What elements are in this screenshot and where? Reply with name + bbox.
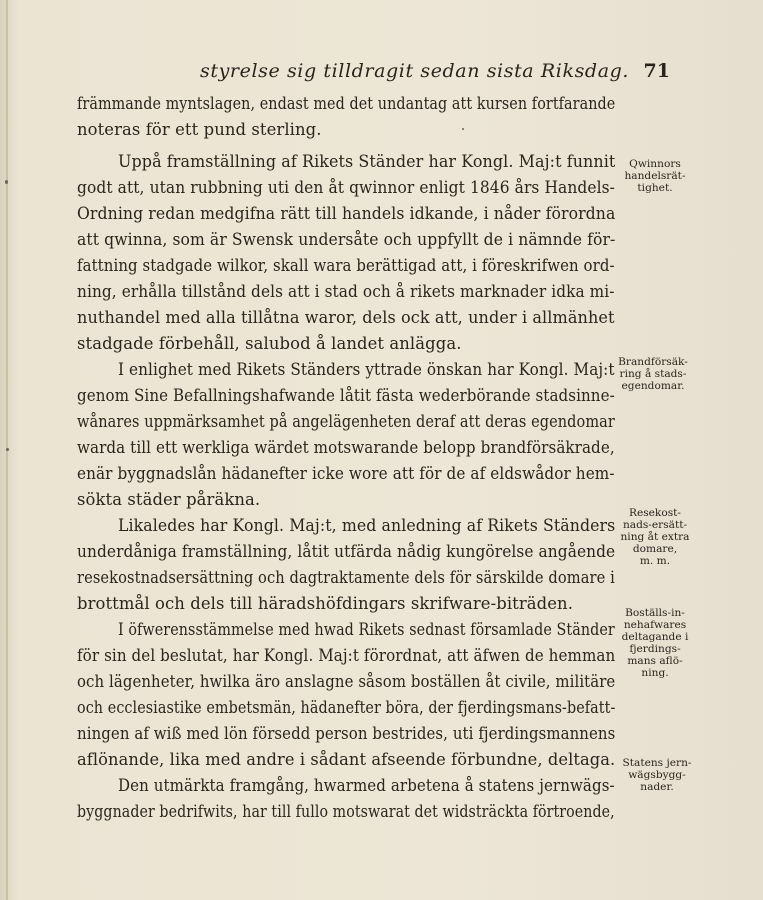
text-line: resekostnadsersättning och dagtraktamente dels för särskilde domare i: [77, 568, 615, 587]
text-line: och lägenheter, hwilka äro anslagne såsom boställen åt civile, militäre: [77, 672, 616, 691]
margin-note-line: wägsbygg-: [628, 769, 686, 781]
text-line: enär byggnadslån hädanefter icke wore att för de af eldswådor hem-: [77, 464, 615, 483]
text-line: sökta städer påräkna.: [77, 490, 261, 509]
header-title: styrelse sig tilldragit sedan sista Riksdag.: [200, 60, 630, 82]
margin-note-line: domare,: [632, 543, 678, 555]
text-line: byggnader bedrifwits, har till fullo motswarat det widsträckta förtroende,: [77, 802, 615, 821]
paper-speck: [462, 128, 464, 130]
text-line: I öfwerensstämmelse med hwad Rikets sednast församlade Ständer: [118, 620, 615, 639]
margin-note-line: mans aflö-: [627, 655, 683, 667]
text-line: att qwinna, som är Swensk undersåte och uppfyllt de i nämnde för-: [77, 230, 616, 249]
margin-note-line: nader.: [640, 781, 674, 793]
margin-note-travel-costs: [615, 507, 695, 567]
margin-note-line: Resekost-: [628, 507, 682, 519]
margin-note-line: Brandförsäk-: [618, 356, 688, 368]
running-header: [200, 60, 670, 86]
text-line: Den utmärkta framgång, hwarmed arbetena å statens jernwägs-: [118, 776, 615, 795]
margin-note-line: deltagande i: [621, 631, 689, 643]
margin-note-line: nehafwares: [623, 619, 687, 631]
text-line: Uppå framställning af Rikets Ständer har Kongl. Maj:t funnit: [118, 152, 616, 171]
margin-note-line: Statens jern-: [622, 757, 692, 769]
text-line: stadgade förbehåll, salubod å landet anlägga.: [77, 334, 462, 353]
margin-note-line: egendomar.: [621, 380, 685, 392]
margin-note-holders-participation: [615, 607, 695, 679]
margin-note-line: handelsrät-: [624, 170, 686, 182]
text-line: genom Sine Befallningshafwande låtit fästa wederbörande stadsinne-: [77, 386, 615, 405]
margin-note-line: ring å stads-: [619, 368, 687, 380]
text-line: wånares uppmärksamhet på angelägenheten deraf att deras egendomar: [77, 412, 615, 431]
margin-note-line: tighet.: [637, 182, 673, 194]
page-number: 71: [643, 60, 670, 82]
margin-note-line: Qwinnors: [629, 158, 681, 170]
text-line: och ecclesiastike embetsmän, hädanefter böra, der fjerdingsmans-befatt-: [77, 698, 616, 717]
text-line: ningen af wiß med lön försedd person bestrides, uti fjerdingsmannens: [77, 724, 616, 743]
margin-note-women-trade: [615, 158, 695, 194]
text-line: för sin del beslutat, har Kongl. Maj:t förordnat, att äfwen de hemman: [77, 646, 616, 665]
text-line: nuthandel med alla tillåtna waror, dels ock att, under i allmänhet: [77, 308, 615, 327]
margin-note-railway-buildings: [617, 757, 697, 793]
margin-note-line: nads-ersätt-: [622, 519, 688, 531]
text-line: warda till ett werkliga wärdet motswarande belopp brandförsäkrade,: [77, 438, 615, 457]
text-line: brottmål och dels till häradshöfdingars skrifware-biträden.: [77, 594, 574, 613]
text-line: noteras för ett pund sterling.: [77, 120, 322, 139]
text-line: ning, erhålla tillstånd dels att i stad och å rikets marknader idka mi-: [77, 282, 615, 301]
text-line: främmande myntslagen, endast med det undantag att kursen fortfarande: [77, 94, 616, 113]
margin-note-line: ning åt extra: [620, 531, 690, 543]
margin-note-line: m. m.: [639, 555, 671, 567]
text-line: Likaledes har Kongl. Maj:t, med anledning af Rikets Ständers: [118, 516, 616, 535]
margin-note-fire-insurance: [613, 356, 693, 392]
text-line: underdåniga framställning, låtit utfärda nådig kungörelse angående: [77, 542, 616, 561]
paper-speck: [5, 180, 8, 184]
margin-note-line: fjerdings-: [629, 643, 681, 655]
text-line: I enlighet med Rikets Ständers yttrade önskan har Kongl. Maj:t: [118, 360, 615, 379]
text-line: godt att, utan rubbning uti den åt qwinnor enligt 1846 års Handels-: [77, 178, 615, 197]
text-line: Ordning redan medgifna rätt till handels idkande, i nåder förordna: [77, 204, 616, 223]
margin-note-line: Boställs-in-: [625, 607, 685, 619]
text-line: aflönande, lika med andre i sådant afseende förbundne, deltaga.: [77, 750, 616, 769]
paper-speck: [6, 448, 9, 451]
text-line: fattning stadgade wilkor, skall wara berättigad att, i föreskrifwen ord-: [77, 256, 615, 275]
margin-note-line: ning.: [641, 667, 669, 679]
